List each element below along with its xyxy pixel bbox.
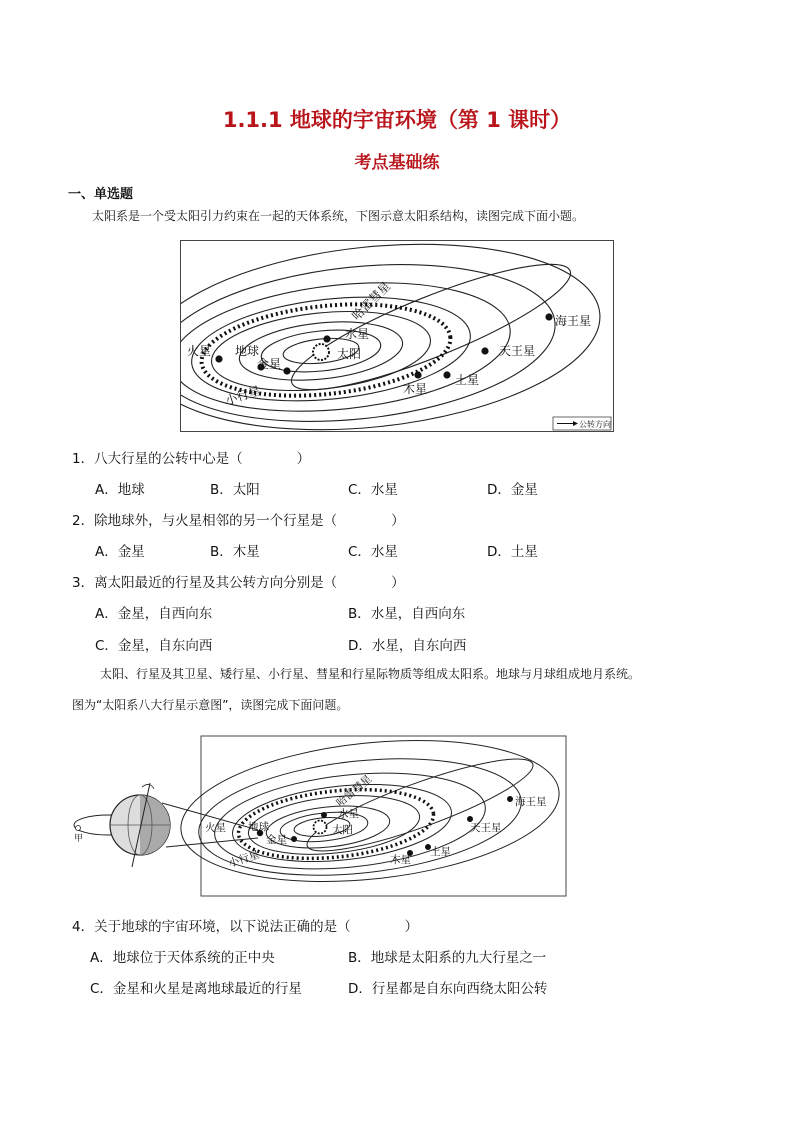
label-asteroid: 小行星	[223, 383, 263, 408]
solar-system-figure-1	[180, 240, 614, 432]
neptune-planet	[545, 313, 552, 320]
legend-label: 公转方向	[579, 420, 611, 429]
question-3-stem: 3．离太阳最近的行星及其公转方向分别是（ ）	[72, 575, 405, 591]
jupiter-planet	[414, 371, 421, 378]
question-3-option-b[interactable]: B．水星，自西向东	[348, 606, 466, 622]
question-2-option-c[interactable]: C．水星	[348, 544, 398, 560]
question-2-option-a[interactable]: A．金星	[95, 544, 145, 560]
label-asteroid: 小行星	[227, 848, 261, 870]
saturn-planet	[443, 371, 450, 378]
question-2-stem: 2．除地球外，与火星相邻的另一个行星是（ ）	[72, 513, 405, 529]
question-4-stem: 4．关于地球的宇宙环境，以下说法正确的是（ ）	[72, 919, 419, 935]
question-2-option-b[interactable]: B．木星	[210, 544, 260, 560]
question-3-option-d[interactable]: D．水星，自东向西	[348, 638, 467, 654]
label-mercury: 水星	[338, 808, 359, 820]
label-uranus: 天王星	[499, 344, 536, 358]
label-comet: 哈雷彗星	[334, 773, 375, 810]
label-neptune: 海王星	[555, 314, 592, 328]
label-comet: 哈雷彗星	[349, 279, 394, 324]
label-saturn: 土星	[455, 373, 480, 387]
passage-1: 太阳系是一个受太阳引力约束在一起的天体系统，下图示意太阳系结构，读图完成下面小题。	[92, 209, 585, 223]
question-1-option-a[interactable]: A．地球	[95, 482, 145, 498]
label-sun: 太阳	[332, 824, 353, 836]
label-mars: 火星	[205, 822, 226, 834]
section-heading: 一、单选题	[68, 187, 134, 202]
question-2-option-d[interactable]: D．土星	[487, 544, 538, 560]
question-1-option-c[interactable]: C．水星	[348, 482, 398, 498]
label-neptune: 海王星	[515, 796, 547, 808]
label-sun: 太阳	[337, 347, 362, 361]
label-mercury: 水星	[345, 327, 370, 341]
question-4-option-a[interactable]: A．地球位于天体系统的正中央	[90, 950, 275, 966]
question-3-option-a[interactable]: A．金星，自西向东	[95, 606, 213, 622]
passage-2-line-1: 太阳、行星及其卫星、矮行星、小行星、彗星和行星际物质等组成太阳系。地球与月球组成地月系统。	[100, 667, 641, 681]
label-jupiter: 木星	[390, 854, 411, 866]
globe-icon	[74, 783, 170, 867]
mercury-planet	[323, 335, 330, 342]
label-venus: 金星	[257, 357, 282, 371]
globe-marker-label: 甲	[74, 834, 84, 844]
label-uranus: 天王星	[470, 822, 502, 834]
sun-icon	[314, 821, 327, 834]
orbit-comet	[281, 243, 582, 411]
passage-2-line-2: 图为“太阳系八大行星示意图”，读图完成下面问题。	[72, 698, 349, 712]
venus-planet	[291, 836, 297, 842]
label-earth: 地球	[248, 821, 269, 833]
sun-icon	[313, 344, 329, 360]
question-1-option-d[interactable]: D．金星	[487, 482, 538, 498]
mars-planet	[215, 355, 222, 362]
question-4-option-d[interactable]: D．行星都是自东向西绕太阳公转	[348, 981, 548, 997]
question-1-option-b[interactable]: B．太阳	[210, 482, 260, 498]
legend	[553, 417, 611, 430]
page-title: 1.1.1 地球的宇宙环境（第 1 课时）	[222, 108, 572, 132]
orbit-neptune	[180, 240, 609, 432]
page-subtitle: 考点基础练	[354, 153, 440, 173]
label-jupiter: 木星	[403, 382, 428, 396]
mercury-planet	[321, 812, 327, 818]
uranus-planet	[481, 347, 488, 354]
label-earth: 地球	[235, 344, 260, 358]
solar-system-figure-2	[70, 735, 570, 897]
question-4-option-b[interactable]: B．地球是太阳系的九大行星之一	[348, 950, 547, 966]
question-4-option-c[interactable]: C．金星和火星是离地球最近的行星	[90, 981, 302, 997]
venus-planet	[283, 367, 290, 374]
neptune-planet	[507, 796, 513, 802]
question-3-option-c[interactable]: C．金星，自东向西	[95, 638, 213, 654]
label-saturn: 土星	[430, 846, 451, 858]
question-1-stem: 1．八大行星的公转中心是（ ）	[72, 451, 311, 467]
label-mars: 火星	[187, 344, 212, 358]
label-venus: 金星	[266, 834, 287, 846]
